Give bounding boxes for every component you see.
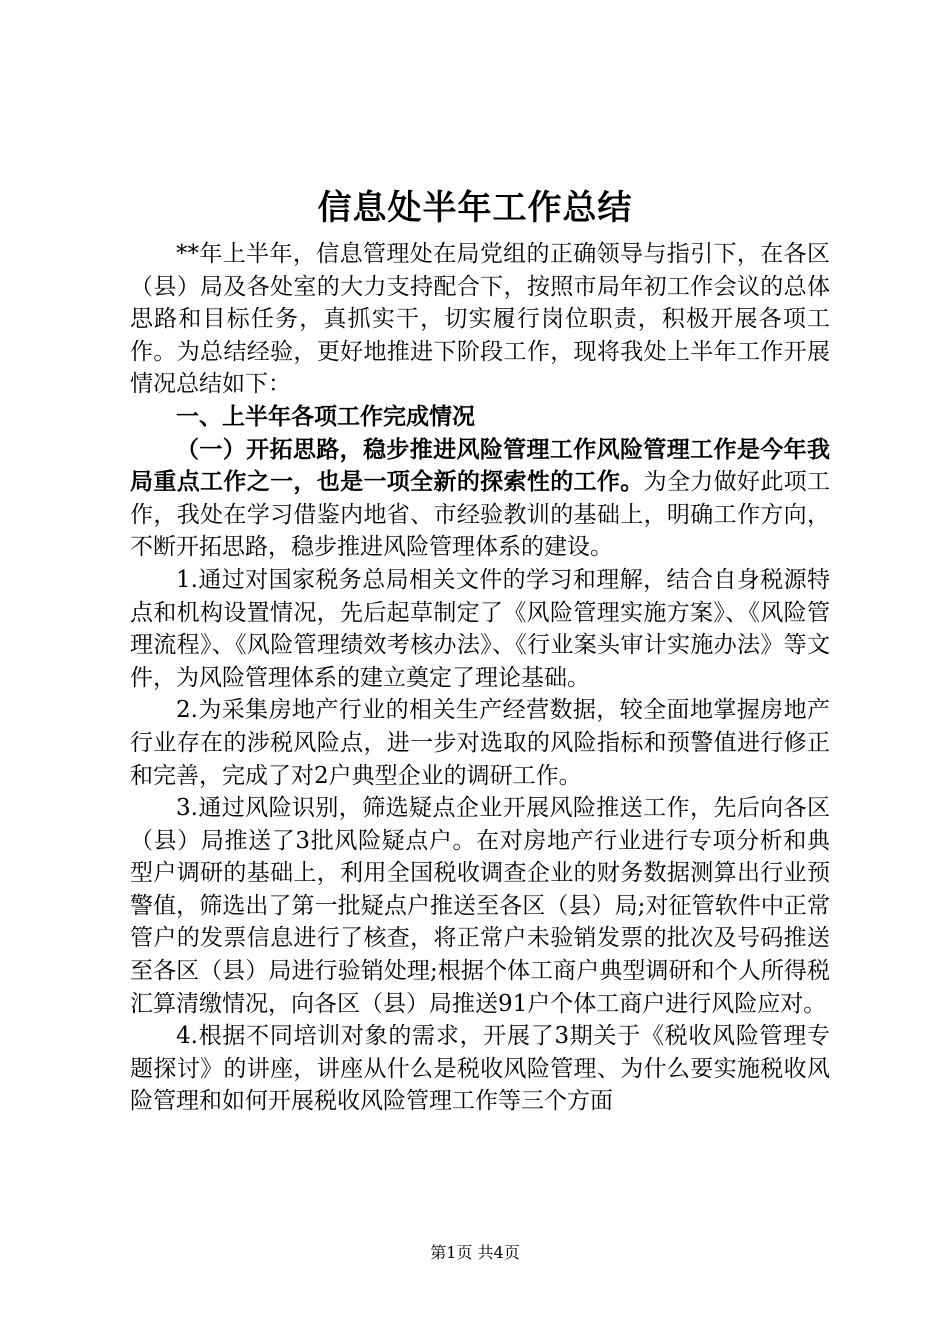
subsection-paragraph bbox=[130, 434, 830, 564]
subsection-heading: （一）开拓思路，稳步推进风险管理工作风险管理工作是今年我局重点工作之一，也是一项全新的探索性的工作。 bbox=[130, 435, 830, 496]
list-item: 4.根据不同培训对象的需求，开展了3期关于《税收风险管理专题探讨》的讲座，讲座从什么是税收风险管理、为什么要实施税收风险管理和如何开展税收风险管理工作等三个方面 bbox=[130, 1023, 830, 1115]
section-heading: 一、上半年各项工作完成情况 bbox=[176, 402, 475, 430]
page-number: 第1页 共4页 bbox=[430, 1243, 520, 1262]
list-item: 2.为采集房地产行业的相关生产经营数据，较全面地掌握房地产行业存在的涉税风险点，进一步对选取的风险指标和预警值进行修正和完善，完成了对2户典型企业的调研工作。 bbox=[130, 697, 830, 789]
list-item: 3.通过风险识别，筛选疑点企业开展风险推送工作，先后向各区（县）局推送了3批风险疑点户。在对房地产行业进行专项分析和典型户调研的基础上，利用全国税收调查企业的财务数据测算出行业预警值，筛选出了第一批疑点户推送至各区（县）局;对征管软件中正常管户的发票信息进行了核查，将正常户未验销发票的批次及号码推送至各区（县）局进行验销处理;根据个体工商户典型调研和个人所得税汇算清缴情况，向各区（县）局推送91户个体工商户进行风险应对。 bbox=[130, 795, 830, 1017]
list-item: 1.通过对国家税务总局相关文件的学习和理解，结合自身税源特点和机构设置情况，先后起草制定了《风险管理实施方案》、《风险管理流程》、《风险管理绩效考核办法》、《行业案头审计实施办法》等文件，为风险管理体系的建立奠定了理论基础。 bbox=[130, 566, 830, 691]
document-body bbox=[130, 238, 830, 1118]
intro-paragraph: **年上半年，信息管理处在局党组的正确领导与指引下，在各区（县）局及各处室的大力支持配合下，按照市局年初工作会议的总体思路和目标任务，真抓实干，切实履行岗位职责，积极开展各项工作。为总结经验，更好地推进下阶段工作，现将我处上半年工作开展情况总结如下： bbox=[130, 241, 830, 398]
document-title: 信息处半年工作总结 bbox=[317, 188, 633, 228]
subsection-text: 为全力做好此项工作，我处在学习借鉴内地省、市经验教训的基础上，明确工作方向，不断开拓思路，稳步推进风险管理体系的建设。 bbox=[130, 469, 831, 561]
